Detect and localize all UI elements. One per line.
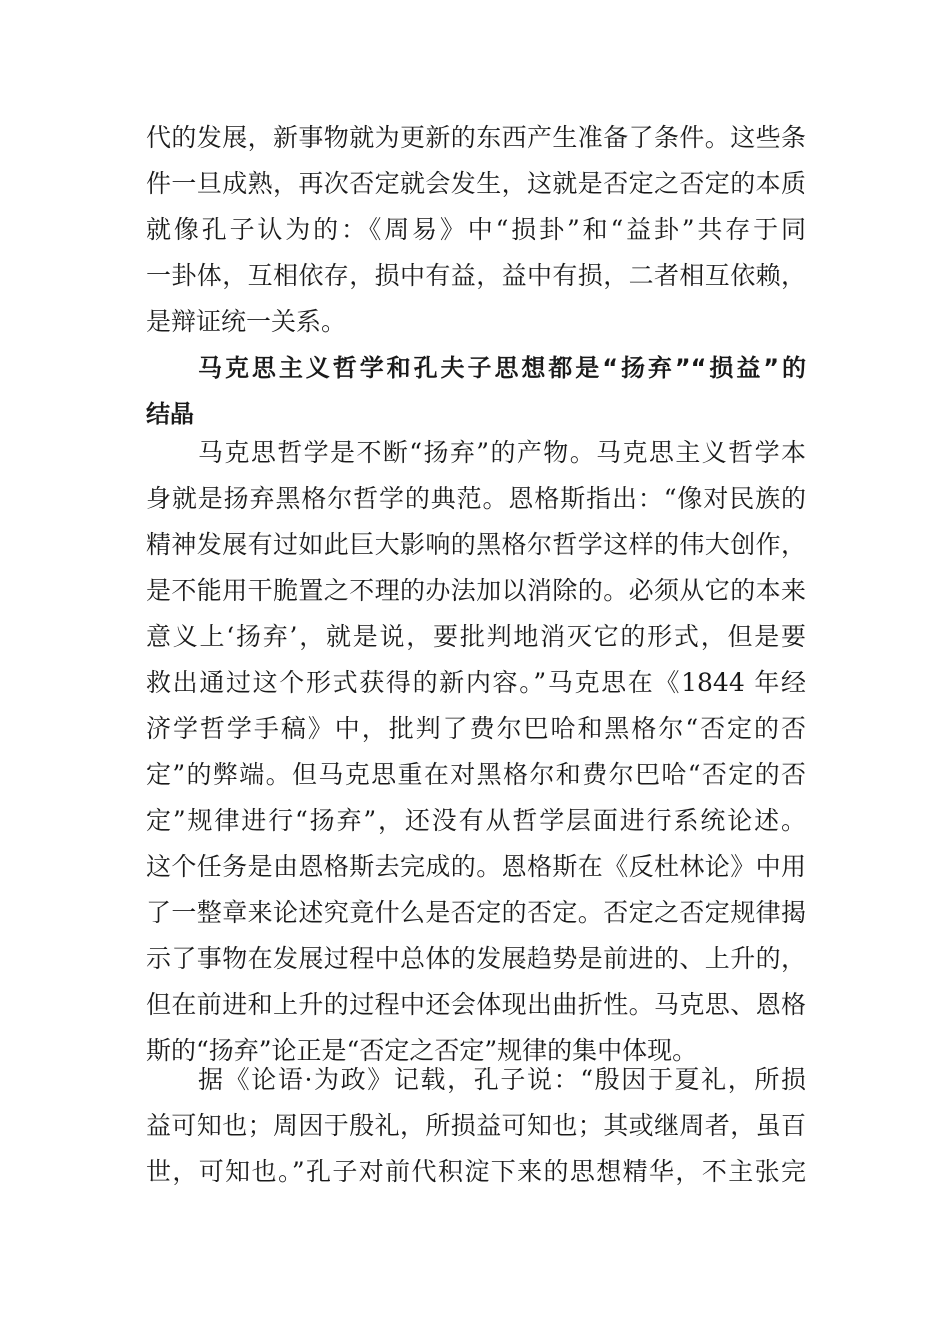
paragraph-line: 定”的弊端。但马克思重在对黑格尔和费尔巴哈“否定的否 bbox=[146, 760, 806, 789]
paragraph-2 bbox=[146, 430, 806, 1074]
paragraph-line: 救出通过这个形式获得的新内容。”马克思在《1844 年经 bbox=[146, 668, 806, 697]
paragraph-line: 济学哲学手稿》中，批判了费尔巴哈和黑格尔“否定的否 bbox=[146, 714, 806, 743]
paragraph-line: 精神发展有过如此巨大影响的黑格尔哲学这样的伟大创作， bbox=[146, 530, 806, 559]
paragraph-line: 是不能用干脆置之不理的办法加以消除的。必须从它的本来 bbox=[146, 576, 806, 605]
paragraph-line: 马克思哲学是不断“扬弃”的产物。马克思主义哲学本 bbox=[198, 438, 806, 467]
paragraph-line: 一卦体，互相依存，损中有益，益中有损，二者相互依赖， bbox=[146, 261, 806, 290]
heading-line: 结晶 bbox=[146, 400, 194, 428]
paragraph-line: 定”规律进行“扬弃”，还没有从哲学层面进行系统论述。 bbox=[146, 806, 806, 835]
paragraph-line: 斯的“扬弃”论正是“否定之否定”规律的集中体现。 bbox=[146, 1036, 698, 1065]
paragraph-line: 代的发展，新事物就为更新的东西产生准备了条件。这些条 bbox=[146, 123, 806, 152]
paragraph-line: 件一旦成熟，再次否定就会发生，这就是否定之否定的本质 bbox=[146, 169, 806, 198]
paragraph-line: 身就是扬弃黑格尔哲学的典范。恩格斯指出：“像对民族的 bbox=[146, 484, 806, 513]
paragraph-line: 示了事物在发展过程中总体的发展趋势是前进的、上升的， bbox=[146, 944, 806, 973]
paragraph-line: 是辩证统一关系。 bbox=[146, 307, 347, 336]
paragraph-line: 益可知也；周因于殷礼，所损益可知也；其或继周者，虽百 bbox=[146, 1111, 806, 1140]
paragraph-line: 了一整章来论述究竟什么是否定的否定。否定之否定规律揭 bbox=[146, 898, 806, 927]
section-heading bbox=[146, 345, 806, 437]
paragraph-line: 这个任务是由恩格斯去完成的。恩格斯在《反杜林论》中用 bbox=[146, 852, 806, 881]
paragraph-1 bbox=[146, 115, 806, 345]
paragraph-line: 但在前进和上升的过程中还会体现出曲折性。马克思、恩格 bbox=[146, 990, 806, 1019]
paragraph-line: 就像孔子认为的：《周易》中“损卦”和“益卦”共存于同 bbox=[146, 215, 806, 244]
heading-line: 马克思主义哲学和孔夫子思想都是“扬弃”“损益”的 bbox=[198, 354, 806, 382]
paragraph-line: 据《论语·为政》记载，孔子说：“殷因于夏礼，所损 bbox=[198, 1065, 806, 1094]
paragraph-line: 世，可知也。”孔子对前代积淀下来的思想精华，不主张完 bbox=[146, 1157, 806, 1186]
paragraph-line: 意义上‘扬弃’，就是说，要批判地消灭它的形式，但是要 bbox=[146, 622, 806, 651]
paragraph-3 bbox=[146, 1057, 806, 1195]
